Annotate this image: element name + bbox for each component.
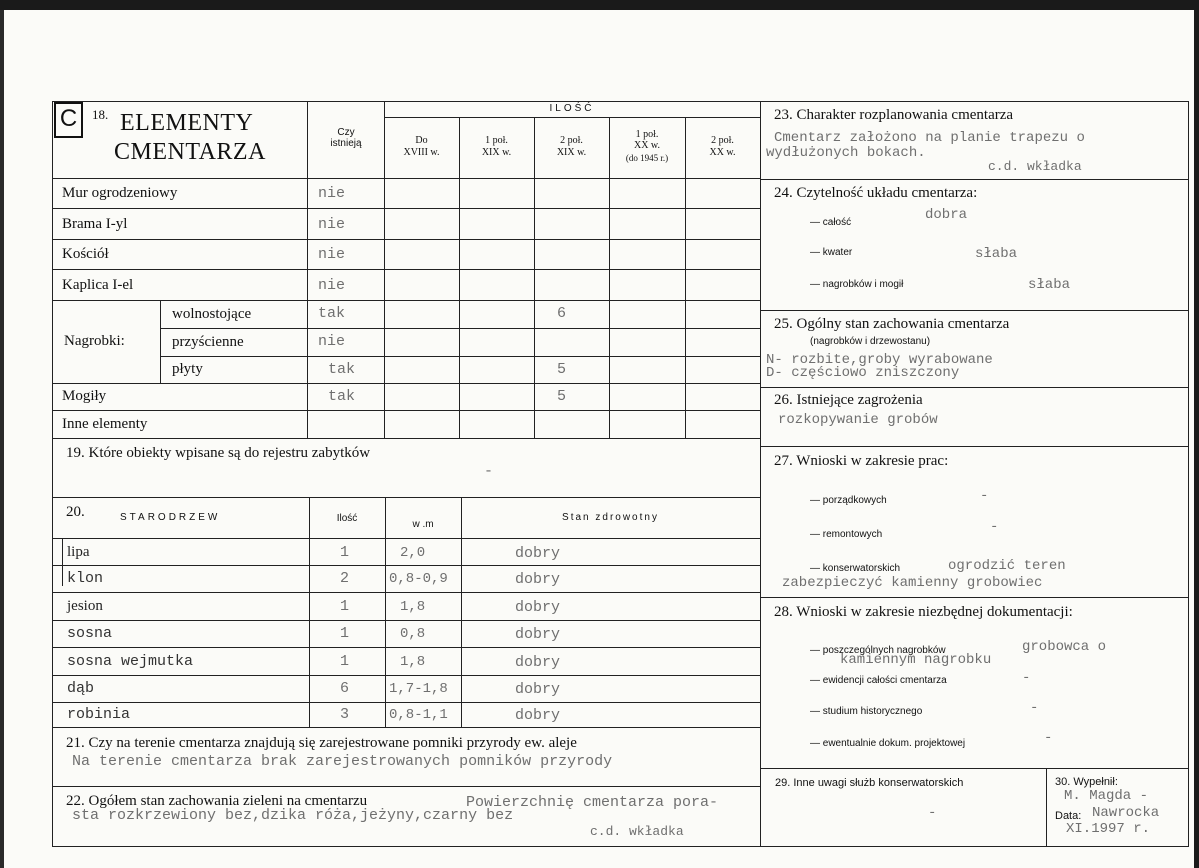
s29-value: - — [928, 805, 937, 821]
s27-bottom — [760, 597, 1188, 598]
tree-circumference: 0,8-1,1 — [389, 707, 448, 723]
s20-state-header: Stan zdrowotny — [562, 512, 659, 523]
s18-row-label: Inne elementy — [62, 416, 148, 432]
s28-label: 28. Wnioski w zakresie niezbędnej dokumentacji: — [774, 604, 1073, 620]
s25-sublabel: (nagrobków i drzewostanu) — [810, 336, 931, 347]
s18-row-line — [160, 328, 760, 329]
s22-label: 22. Ogółem stan zachowania zieleni na cmentarzu — [66, 793, 368, 809]
s27-item-value: ogrodzić teren — [948, 558, 1066, 574]
s20-row-line — [52, 675, 760, 676]
exists-value: tak — [328, 388, 356, 405]
s25-bottom — [760, 387, 1188, 388]
s21-label: 21. Czy na terenie cmentarza znajdują się zarejestrowane pomniki przyrody ew. aleje — [66, 735, 577, 751]
tree-circumference: 2,0 — [400, 545, 426, 561]
exists-header-line2: istnieją — [330, 138, 362, 149]
s20-title: STARODRZEW — [120, 512, 221, 523]
exists-value: nie — [318, 333, 346, 350]
exists-value: tak — [328, 361, 356, 378]
period-header-1-l1: Do — [415, 135, 428, 146]
frame-top — [52, 101, 1189, 102]
s22-value-line2: sta rozkrzewiony bez,dzika róża,jeżyny,czarny bez — [72, 807, 514, 824]
exists-value: tak — [318, 305, 346, 322]
exists-value: nie — [318, 216, 346, 233]
tree-name: jesion — [67, 598, 103, 614]
s18-row-line — [160, 356, 760, 357]
period-header-5-l2: XX w. — [709, 147, 736, 158]
tree-name: dąb — [67, 680, 95, 697]
s18-row-line — [52, 383, 760, 384]
s28-item-value: grobowca o — [1022, 639, 1107, 655]
s20-col — [385, 497, 386, 727]
s20-w-header: w .m — [412, 519, 434, 530]
s20-count-header: Ilość — [336, 513, 358, 524]
s18-col-2 — [459, 117, 460, 438]
count-value: 5 — [557, 388, 567, 405]
s18-row-line — [52, 239, 760, 240]
period-header-5-l1: 2 poł. — [711, 135, 734, 146]
period-header-2-l1: 1 poł. — [485, 135, 508, 146]
s18-row-label: Kościół — [62, 246, 109, 262]
tree-name: robinia — [67, 706, 131, 723]
tree-count: 1 — [340, 598, 350, 615]
section-letter-box: C — [54, 102, 83, 138]
s18-row-label: płyty — [172, 361, 203, 377]
s29-s30-divider — [1046, 768, 1047, 846]
tree-count: 6 — [340, 680, 350, 697]
s20-row-line — [52, 620, 760, 621]
s28-item-value: - — [1044, 730, 1053, 746]
s18-row-line — [52, 269, 760, 270]
frame-bottom — [52, 846, 1189, 847]
s20-bottom — [52, 727, 760, 728]
period-header-2-l2: XIX w. — [481, 147, 512, 158]
s25-value-line2: D- częściowo zniszczony — [766, 365, 960, 381]
count-value: 6 — [557, 305, 567, 322]
s26-bottom — [760, 446, 1188, 447]
tree-state: dobry — [515, 654, 561, 671]
tree-circumference: 1,8 — [400, 654, 426, 670]
s28-item-value: - — [1022, 670, 1031, 686]
nagrobki-label: Nagrobki: — [64, 333, 125, 349]
s26-label: 26. Istniejące zagrożenia — [774, 392, 923, 408]
s24-item-value: dobra — [925, 207, 968, 223]
scan-border-top — [0, 0, 1199, 10]
ilosc-underline — [384, 117, 760, 118]
s24-label: 24. Czytelność układu cmentarza: — [774, 185, 978, 201]
s24-item-label: — nagrobków i mogił — [810, 279, 904, 290]
s28-item-label: — studium historycznego — [810, 706, 923, 717]
tree-circumference: 0,8-0,9 — [389, 571, 448, 587]
period-header-1-l2: XVIII w. — [403, 147, 440, 158]
s20-name-margin — [62, 538, 63, 586]
s18-number: 18. — [92, 107, 109, 122]
s23-bottom — [760, 179, 1188, 180]
s18-col-5 — [685, 117, 686, 438]
s24-item-value: słaba — [1028, 277, 1071, 293]
s20-header-bottom — [52, 538, 760, 539]
s24-bottom — [760, 310, 1188, 311]
s19-value: - — [484, 463, 494, 480]
s23-value-line3: c.d. wkładka — [988, 159, 1082, 174]
tree-name: sosna — [67, 625, 113, 642]
tree-name: sosna wejmutka — [67, 653, 194, 670]
s20-row-line — [52, 647, 760, 648]
s22-value-line3: c.d. wkładka — [590, 824, 684, 839]
exists-value: nie — [318, 277, 346, 294]
s23-value-line1: Cmentarz założono na planie trapezu o — [774, 130, 1085, 146]
s28-item-label: — ewidencji całości cmentarza — [810, 675, 947, 686]
s28-item-label: — ewentualnie dokum. projektowej — [810, 738, 966, 749]
s18-row-label: Brama I-yl — [62, 216, 128, 232]
s25-label: 25. Ogólny stan zachowania cmentarza — [774, 316, 1010, 332]
s18-bottom — [52, 438, 760, 439]
exists-value: nie — [318, 246, 346, 263]
s18-col-3 — [534, 117, 535, 438]
s27-label: 27. Wnioski w zakresie prac: — [774, 453, 949, 469]
frame-left — [52, 101, 53, 846]
s18-header-bottom — [52, 178, 760, 179]
s18-title-line2: CMENTARZA — [114, 139, 266, 165]
frame-right — [1188, 101, 1189, 846]
tree-count: 1 — [340, 653, 350, 670]
s18-title-line1: ELEMENTY — [120, 110, 254, 136]
nagrobki-divider — [160, 300, 161, 383]
tree-count: 3 — [340, 706, 350, 723]
s18-row-line — [52, 300, 760, 301]
s21-value: Na terenie cmentarza brak zarejestrowanych pomników przyrody — [72, 753, 613, 770]
period-header-3-l1: 2 poł. — [560, 135, 583, 146]
s28-bottom — [760, 768, 1188, 769]
s20-row-line — [52, 702, 760, 703]
tree-state: dobry — [515, 571, 561, 588]
period-header-4-l2: XX w. — [633, 140, 660, 151]
tree-circumference: 1,8 — [400, 599, 426, 615]
s18-row-line — [52, 208, 760, 209]
s27-item-label: — remontowych — [810, 529, 883, 540]
s26-value: rozkopywanie grobów — [778, 412, 938, 428]
s18-row-line — [52, 410, 760, 411]
s19-label: 19. Które obiekty wpisane są do rejestru zabytków — [66, 445, 371, 461]
tree-state: dobry — [515, 545, 561, 562]
s27-item-label: — konserwatorskich — [810, 563, 901, 574]
s28-extra: kamiennym nagrobku — [840, 652, 992, 668]
s18-col-4 — [609, 117, 610, 438]
s23-value-line2: wydłużonych bokach. — [766, 145, 926, 161]
tree-state: dobry — [515, 599, 561, 616]
s29-label: 29. Inne uwagi służb konserwatorskich — [775, 777, 964, 789]
tree-count: 2 — [340, 570, 350, 587]
s27-item-value: - — [990, 519, 999, 535]
exists-header-line1: Czy — [337, 127, 355, 138]
s24-item-label: — kwater — [810, 247, 853, 258]
s20-row-line — [52, 592, 760, 593]
s18-row-label: przyścienne — [172, 334, 244, 350]
s24-item-label: — całość — [810, 217, 852, 228]
tree-count: 1 — [340, 625, 350, 642]
s27-item-value: - — [980, 488, 989, 504]
tree-state: dobry — [515, 626, 561, 643]
s30-name-line1: M. Magda - — [1064, 788, 1149, 804]
s22-value-line1: Powierzchnię cmentarza pora- — [466, 794, 719, 811]
tree-name: lipa — [67, 544, 90, 560]
s25-value-line1: N- rozbite,groby wyrabowane — [766, 352, 993, 368]
period-header-3-l2: XIX w. — [556, 147, 587, 158]
period-header-4-l1: 1 poł. — [635, 129, 659, 140]
s27-item-label: — porządkowych — [810, 495, 887, 506]
tree-circumference: 1,7-1,8 — [389, 681, 448, 697]
s19-bottom — [52, 497, 760, 498]
column-divider — [760, 101, 761, 846]
s24-item-value: słaba — [975, 246, 1018, 262]
tree-circumference: 0,8 — [400, 626, 426, 642]
s18-row-label: wolnostojące — [172, 306, 252, 322]
s18-row-label: Mur ogrodzeniowy — [62, 185, 178, 201]
ilosc-header: ILOŚĆ — [549, 103, 595, 114]
s30-date-value: XI.1997 r. — [1066, 821, 1151, 837]
s30-date-label: Data: — [1055, 810, 1082, 822]
s28-item-value: - — [1030, 700, 1039, 716]
s18-row-label: Mogiły — [62, 388, 107, 404]
s20-col — [309, 497, 310, 727]
period-header-4-l3: (do 1945 r.) — [625, 153, 669, 163]
s20-col — [461, 497, 462, 727]
s27-extra: zabezpieczyć kamienny grobowiec — [782, 575, 1043, 591]
s21-bottom — [52, 786, 760, 787]
s18-row-label: Kaplica I-el — [62, 277, 134, 293]
s20-number: 20. — [66, 504, 85, 520]
s30-label: 30. Wypełnił: — [1055, 776, 1118, 788]
s20-row-line — [52, 565, 760, 566]
tree-count: 1 — [340, 544, 350, 561]
tree-state: dobry — [515, 681, 561, 698]
tree-state: dobry — [515, 707, 561, 724]
tree-name: klon — [67, 570, 104, 587]
s23-label: 23. Charakter rozplanowania cmentarza — [774, 107, 1014, 123]
exists-value: nie — [318, 185, 346, 202]
s30-name-line2: Nawrocka — [1092, 805, 1160, 821]
s28-item-label: — poszczególnych nagrobków — [810, 645, 946, 656]
count-value: 5 — [557, 361, 567, 378]
